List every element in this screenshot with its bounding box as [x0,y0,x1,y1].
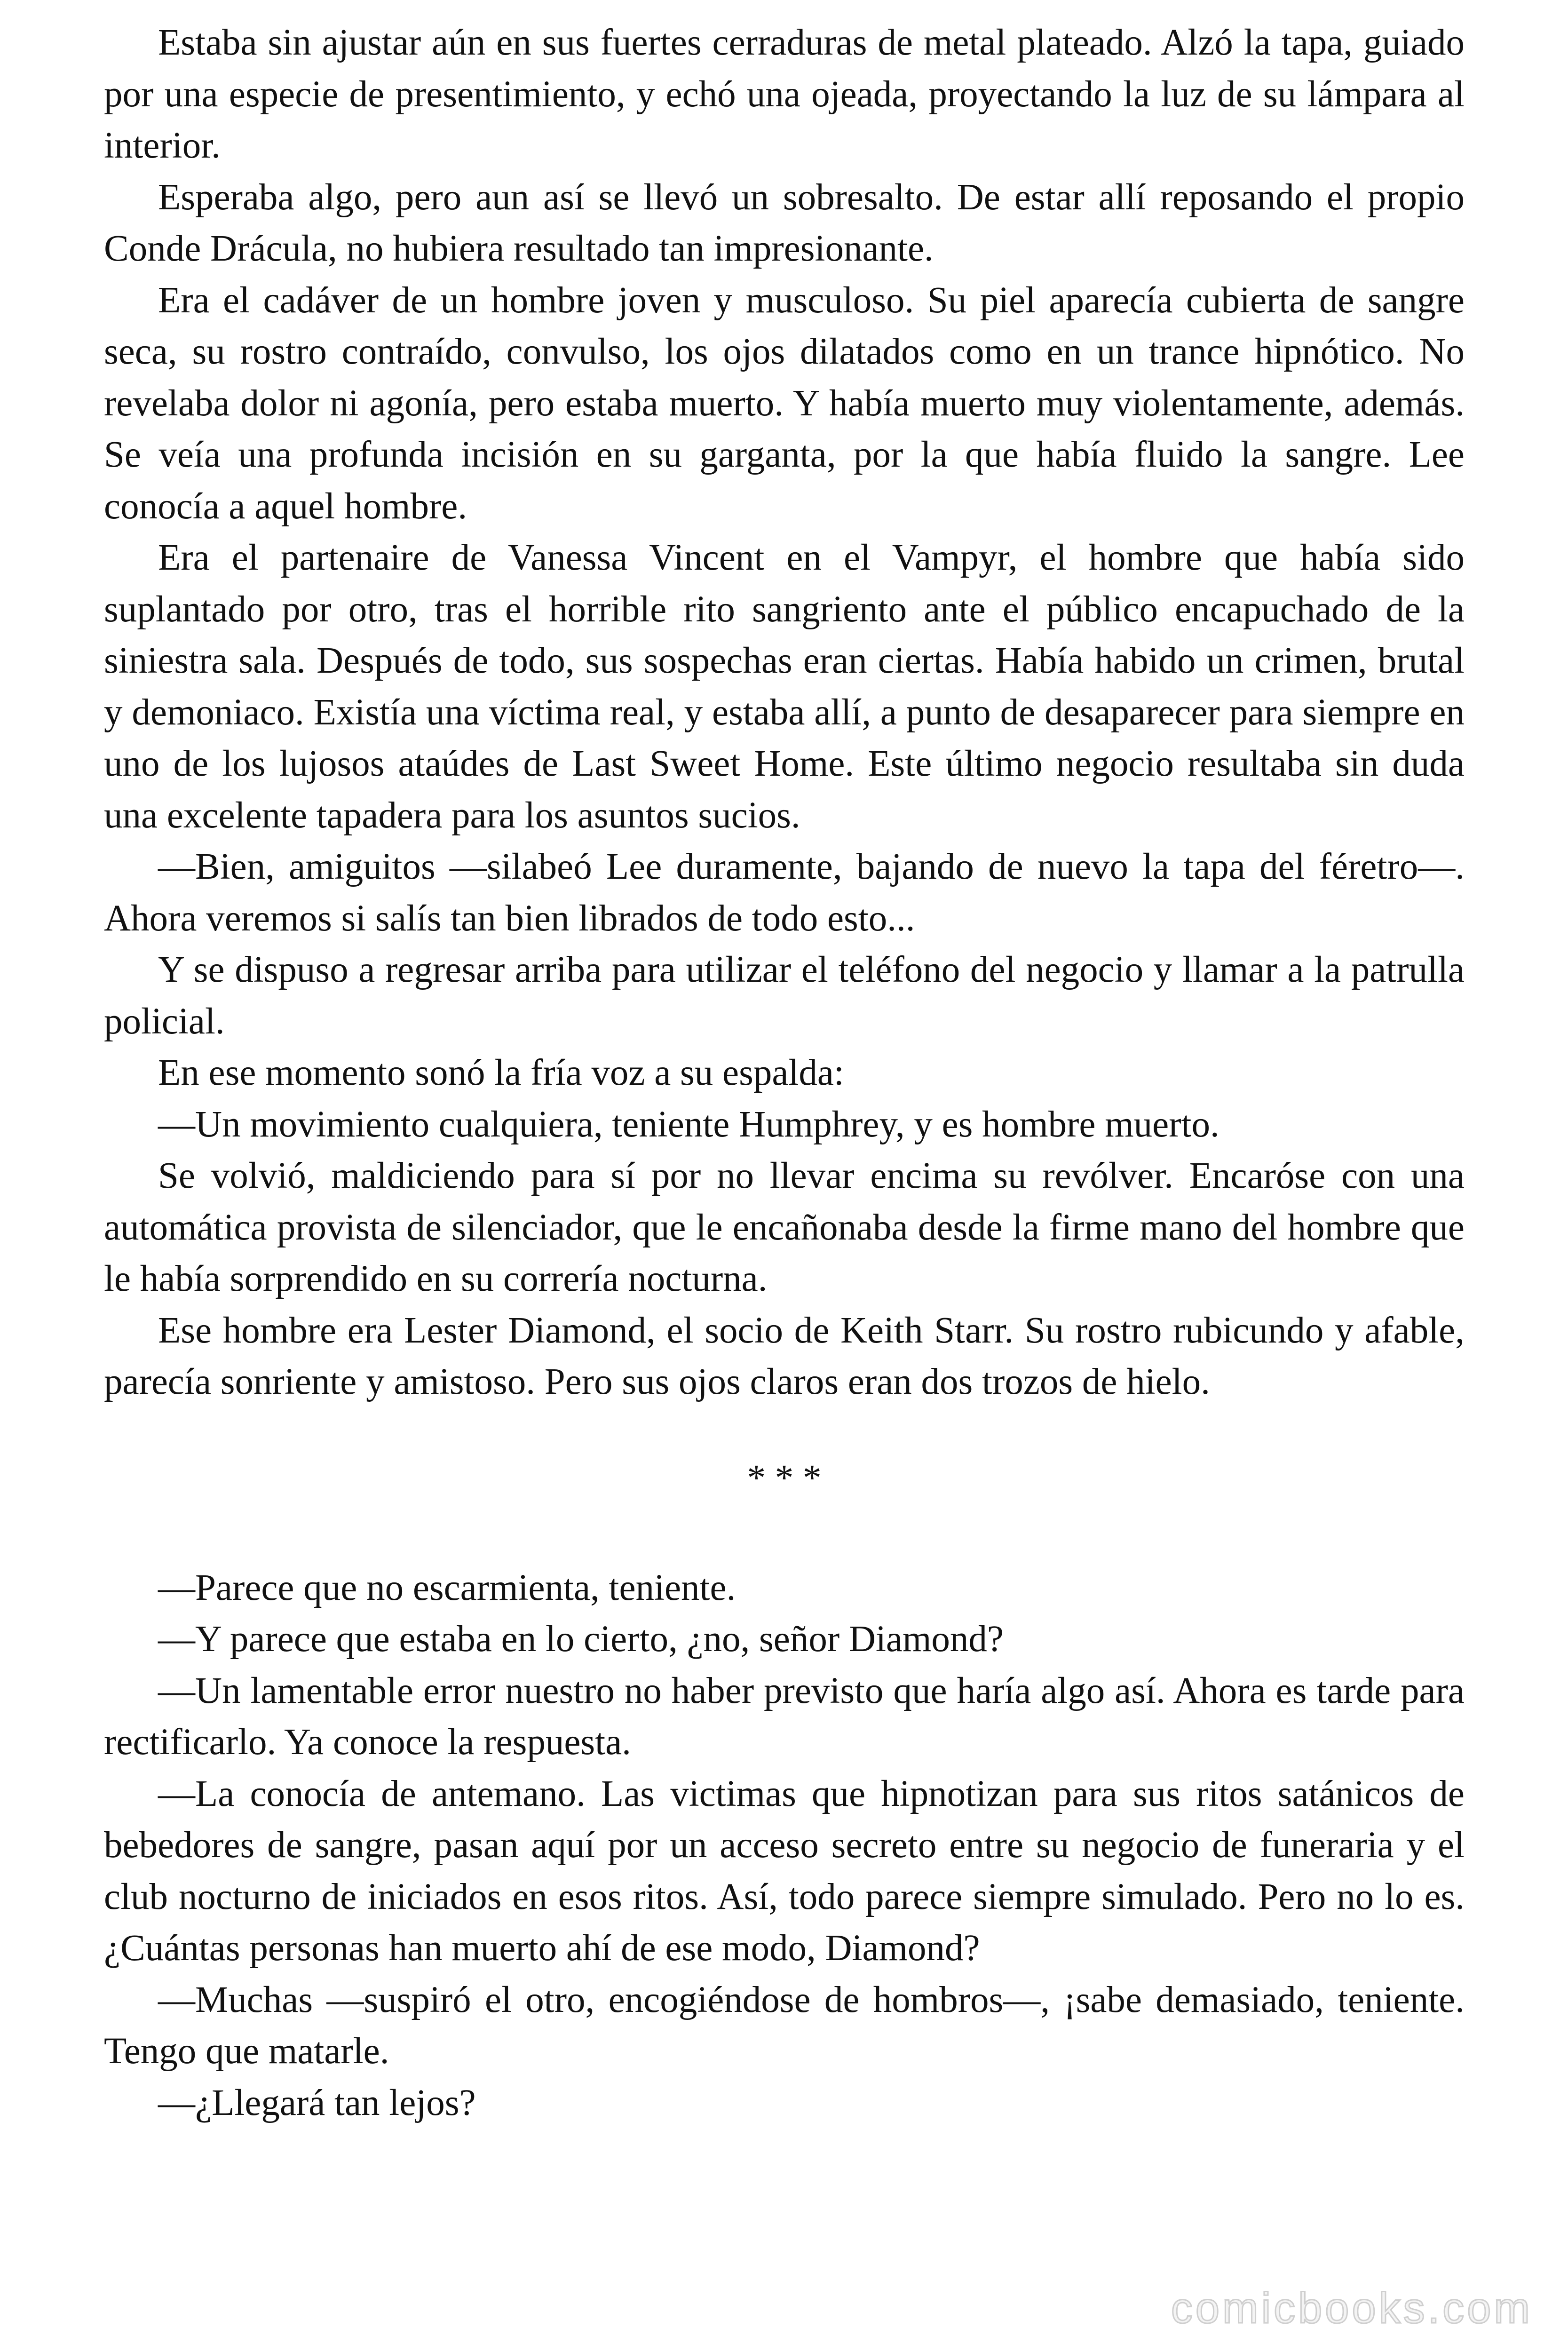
paragraph: —Un movimiento cualquiera, teniente Humphrey, y es hombre muerto. [158,1104,1220,1145]
watermark: comicbooks.com [1171,2284,1533,2332]
paragraph: Ese hombre era Lester Diamond, el socio de Keith Starr. Su rostro rubicundo y afable, parecía sonriente y amistoso. Pero sus ojos claros eran dos trozos de hielo. [104,1310,1465,1402]
paragraph: En ese momento sonó la fría voz a su espalda: [158,1052,844,1093]
paragraph: Se volvió, maldiciendo para sí por no llevar encima su revólver. Encaróse con una automática provista de silenciador, que le encañonaba desde la firme mano del hombre que le había sorprendido en su correría nocturna. [104,1155,1465,1299]
paragraph: Esperaba algo, pero aun así se llevó un sobresalto. De estar allí reposando el propio Conde Drácula, no hubiera resultado tan impresionante. [104,176,1465,269]
scene-break [104,1408,1465,1562]
scene-break-asterisks: * * * [747,1457,822,1499]
paragraph: —Bien, amiguitos —silabeó Lee duramente, bajando de nuevo la tapa del féretro—. Ahora veremos si salís tan bien librados de todo esto... [104,846,1465,939]
paragraph: —La conocía de antemano. Las victimas que hipnotizan para sus ritos satánicos de bebedores de sangre, pasan aquí por un acceso secreto entre su negocio de funeraria y el club nocturno de iniciados en esos ritos. Así, todo parece siempre simulado. Pero no lo es. ¿Cuántas personas han muerto ahí de ese modo, Diamond? [104,1773,1465,1969]
paragraph: —Muchas —suspiró el otro, encogiéndose de hombros—, ¡sabe demasiado, teniente. Tengo que matarle. [104,1979,1465,2072]
paragraph: —Un lamentable error nuestro no haber previsto que haría algo así. Ahora es tarde para rectificarlo. Ya conoce la respuesta. [104,1670,1465,1763]
paragraph: —¿Llegará tan lejos? [158,2082,476,2123]
paragraph: —Y parece que estaba en lo cierto, ¿no, señor Diamond? [158,1619,1004,1660]
paragraph: —Parece que no escarmienta, teniente. [158,1567,736,1608]
paragraph: Y se dispuso a regresar arriba para utilizar el teléfono del negocio y llamar a la patrulla policial. [104,949,1465,1042]
paragraph: Estaba sin ajustar aún en sus fuertes cerraduras de metal plateado. Alzó la tapa, guiado por una especie de presentimiento, y echó una ojeada, proyectando la luz de su lámpara al interior. [104,22,1465,166]
paragraph: Era el cadáver de un hombre joven y musculoso. Su piel aparecía cubierta de sangre seca, su rostro contraído, convulso, los ojos dilatados como en un trance hipnótico. No revelaba dolor ni agonía, pero estaba muerto. Y había muerto muy violentamente, además. Se veía una profunda incisión en su garganta, por la que había fluido la sangre. Lee conocía a aquel hombre. [104,279,1465,527]
body-text [104,17,1465,2129]
paragraph: Era el partenaire de Vanessa Vincent en el Vampyr, el hombre que había sido suplantado por otro, tras el horrible rito sangriento ante el público encapuchado de la siniestra sala. Después de todo, sus sospechas eran ciertas. Había habido un crimen, brutal y demoniaco. Existía una víctima real, y estaba allí, a punto de desaparecer para siempre en uno de los lujosos ataúdes de Last Sweet Home. Este último negocio resultaba sin duda una excelente tapadera para los asuntos sucios. [104,537,1465,836]
